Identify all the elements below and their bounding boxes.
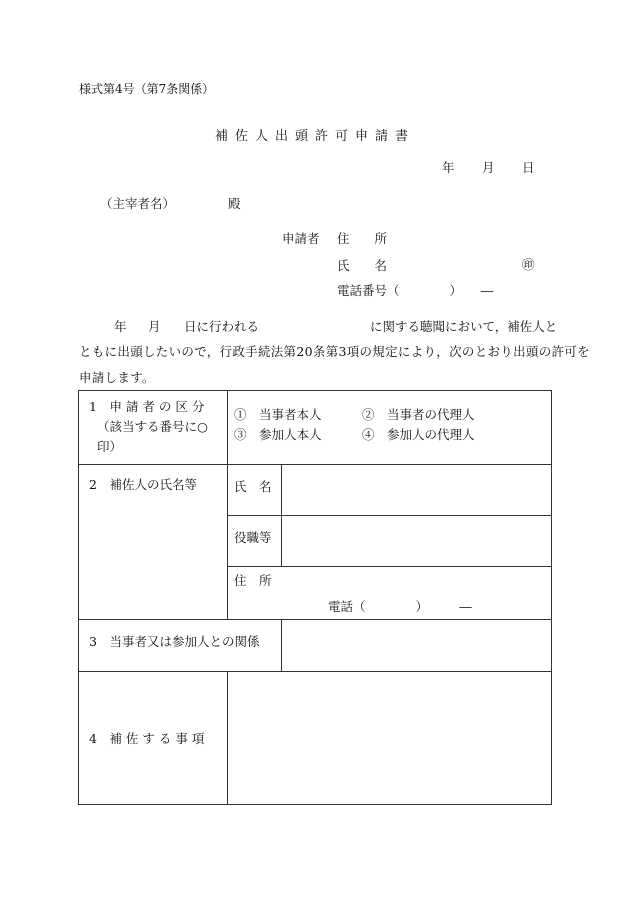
option-3[interactable]: ③ 参加人本人 [234, 427, 322, 442]
body-year: 年 [114, 319, 127, 334]
body-line-2: ともに出頭したいので，行政手続法第20条第3項の規定により，次のとおり出頭の許可を [79, 344, 590, 359]
section3-row [79, 620, 552, 672]
matters-field[interactable] [228, 672, 552, 805]
assistant-position-field[interactable] [282, 516, 552, 567]
date-line [0, 158, 630, 174]
assistant-name-label: 氏 名 [228, 465, 282, 516]
application-table [78, 390, 552, 805]
option-1[interactable]: ① 当事者本人 [234, 407, 322, 422]
assistant-name-field[interactable] [282, 465, 552, 516]
seal-mark: ㊞ [522, 257, 535, 272]
assistant-address-field[interactable] [228, 567, 552, 620]
section1-row [79, 391, 552, 465]
addressee-chief: （主宰者名） [100, 196, 176, 211]
body-month: 月 [148, 319, 161, 334]
section4-label: 4 補 佐 す る 事 項 [79, 672, 228, 805]
applicant-address-label: 住 所 [337, 231, 388, 246]
page-title: 補佐人出頭許可申請書 [214, 129, 415, 144]
section1-options [228, 391, 552, 465]
date-day: 日 [522, 160, 535, 175]
form-number: 様式第4号（第7条関係） [79, 82, 215, 96]
applicant-name-label: 氏 名 [337, 258, 388, 273]
relationship-field[interactable] [282, 620, 552, 672]
section3-label: 3 当事者又は参加人との関係 [79, 620, 282, 672]
assistant-position-label: 役職等 [228, 516, 282, 567]
applicant-tel-label: 電話番号（ ） ― [337, 283, 494, 298]
section1-label-line3: 印） [97, 439, 123, 454]
option-4[interactable]: ④ 参加人の代理人 [361, 427, 475, 442]
body-day: 日に行われる [184, 319, 260, 334]
section1-label-line2: （該当する番号に○ [97, 419, 208, 434]
section2-label: 2 補佐人の氏名等 [79, 465, 228, 620]
date-year: 年 [442, 160, 455, 175]
section2-row-name [79, 465, 552, 516]
body-line-3: 申請します。 [79, 370, 155, 385]
applicant-label: 申請者 [282, 231, 320, 246]
date-month: 月 [482, 160, 495, 175]
body-rest: に関する聴聞において，補佐人と [370, 319, 558, 334]
assistant-tel-label: 電話（ ） ― [328, 599, 472, 614]
addressee-honorific: 殿 [228, 196, 241, 211]
section1-label [79, 391, 228, 465]
section1-label-line1: 1 申 請 者 の 区 分 [89, 399, 205, 414]
option-2[interactable]: ② 当事者の代理人 [361, 407, 475, 422]
assistant-address-label: 住 所 [234, 573, 272, 588]
section4-row [79, 672, 552, 805]
body-line-1 [0, 317, 630, 333]
